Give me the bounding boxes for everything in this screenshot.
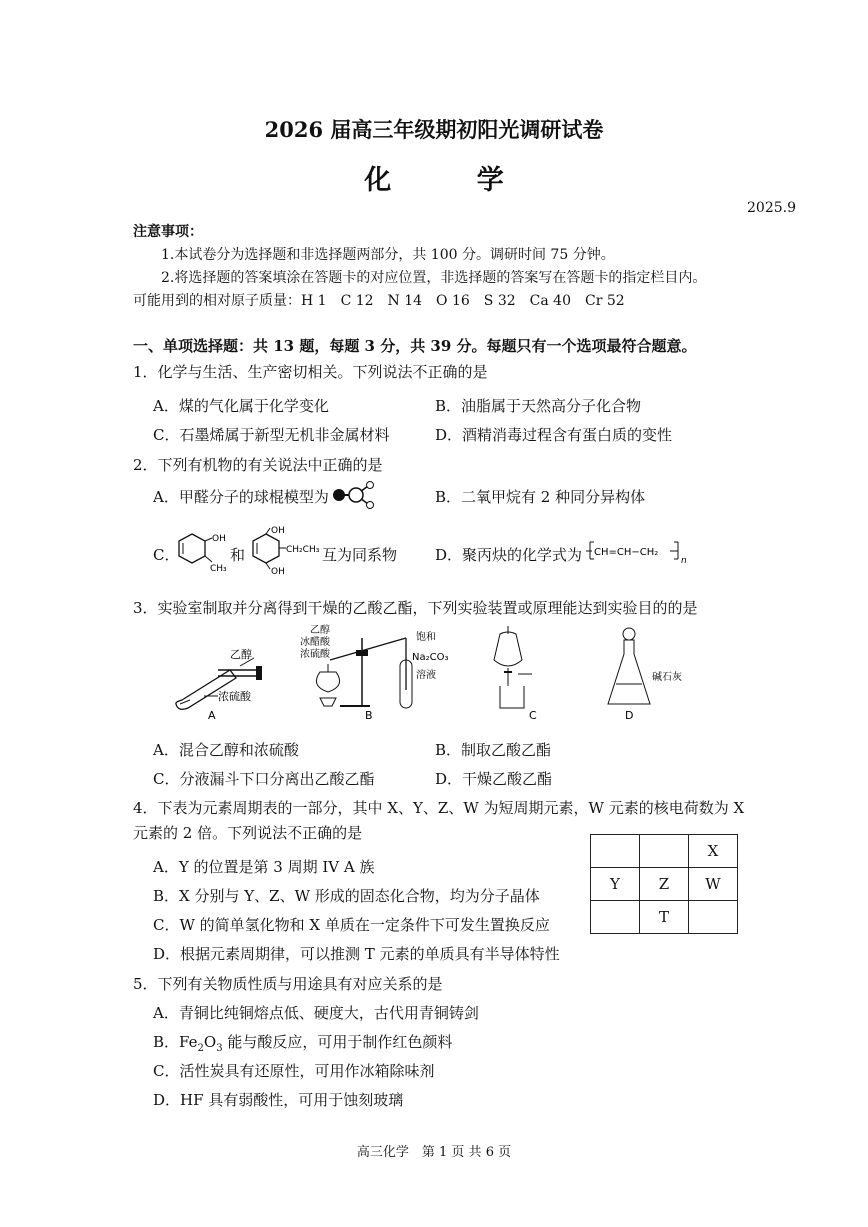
q3-option-c: C．分液漏斗下口分离出乙酸乙酯	[153, 770, 375, 788]
svg-text:B: B	[365, 709, 373, 722]
svg-text:D: D	[625, 709, 634, 722]
q1-option-a: A．煤的气化属于化学变化	[153, 397, 329, 415]
polypropyne-formula	[586, 538, 696, 566]
apparatus-b	[300, 623, 448, 722]
exam-title: 2026 届高三年级期初阳光调研试卷	[264, 117, 604, 142]
q2-option-c-suffix: 互为同系物	[322, 546, 398, 564]
q2-option-d: D．聚丙炔的化学式为	[435, 546, 583, 564]
pt-cell: W	[689, 868, 738, 901]
pt-cell: Y	[591, 868, 640, 901]
note-item-2: 2.将选择题的答案填涂在答题卡的对应位置，非选择题的答案写在答题卡的指定栏目内。	[161, 270, 707, 286]
pt-cell: T	[640, 901, 689, 934]
svg-text:冰醋酸: 冰醋酸	[300, 637, 330, 648]
q2-option-a: A．甲醛分子的球棍模型为	[153, 488, 329, 506]
subject-title: 化 学	[364, 165, 542, 196]
q1-option-b: B．油脂属于天然高分子化合物	[435, 397, 642, 415]
q5-option-c: C．活性炭具有还原性，可用作冰箱除味剂	[153, 1062, 435, 1080]
pt-cell	[591, 901, 640, 934]
svg-text:OH: OH	[212, 534, 226, 544]
svg-text:CH₃: CH₃	[210, 564, 227, 572]
svg-text:乙醇: 乙醇	[310, 625, 330, 636]
svg-text:CH=CH−CH₂: CH=CH−CH₂	[594, 547, 659, 558]
q3-stem: 3．实验室制取并分离得到干燥的乙酸乙酯，下列实验装置或原理能达到实验目的的是	[133, 599, 698, 617]
svg-text:n: n	[681, 556, 687, 566]
svg-text:OH: OH	[271, 526, 285, 536]
q1-stem: 1．化学与生活、生产密切相关。下列说法不正确的是	[133, 363, 488, 381]
q4-stem-line1: 4．下表为元素周期表的一部分，其中 X、Y、Z、W 为短周期元素，W 元素的核电荷数为 X	[133, 799, 745, 817]
svg-text:饱和: 饱和	[416, 632, 436, 643]
q4-option-c: C．W 的简单氢化物和 X 单质在一定条件下可发生置换反应	[153, 916, 550, 934]
page-footer: 高三化学 第 1 页 共 6 页	[356, 1145, 512, 1160]
svg-text:OH: OH	[271, 567, 285, 576]
svg-text:A: A	[208, 709, 216, 722]
section-heading: 一、单项选择题：共 13 题，每题 3 分，共 39 分。每题只有一个选项最符合题意。	[133, 337, 697, 355]
q3-option-d: D．干燥乙酸乙酯	[435, 770, 553, 788]
q2-stem: 2．下列有机物的有关说法中正确的是	[133, 456, 383, 474]
q4-stem-line2: 元素的 2 倍。下列说法不正确的是	[133, 824, 363, 842]
svg-text:Na₂CO₃: Na₂CO₃	[412, 652, 449, 663]
q4-option-d: D．根据元素周期律，可以推测 T 元素的单质具有半导体特性	[153, 945, 560, 963]
ethyl-resorcinol-structure	[244, 524, 322, 576]
formaldehyde-ball-stick-model	[330, 480, 380, 510]
apparatus-a	[176, 647, 262, 722]
q4-option-a: A．Y 的位置是第 3 周期 IV A 族	[153, 858, 375, 876]
apparatus-d-flask	[608, 628, 682, 722]
notes-heading: 注意事项：	[133, 224, 203, 240]
o-cresol-structure	[172, 528, 232, 572]
q5-option-a: A．青铜比纯铜熔点低、硬度大，古代用青铜铸剑	[153, 1004, 479, 1022]
q1-option-c: C．石墨烯属于新型无机非金属材料	[153, 426, 390, 444]
pt-cell: Z	[640, 868, 689, 901]
pt-cell	[591, 835, 640, 868]
svg-text:浓硫酸: 浓硫酸	[300, 649, 330, 660]
q5-stem: 5．下列有关物质性质与用途具有对应关系的是	[133, 975, 443, 993]
q5-option-d: D．HF 具有弱酸性，可用于蚀刻玻璃	[153, 1091, 404, 1109]
svg-text:CH₂CH₃: CH₂CH₃	[286, 545, 320, 555]
pt-cell	[640, 835, 689, 868]
note-item-1: 1.本试卷分为选择题和非选择题两部分，共 100 分。调研时间 75 分钟。	[161, 247, 615, 263]
q2-option-b: B．二氧甲烷有 2 种同分异构体	[435, 488, 646, 506]
q3-option-b: B．制取乙酸乙酯	[435, 741, 552, 759]
svg-text:溶液: 溶液	[416, 670, 436, 681]
apparatus-c-separatory-funnel	[494, 626, 537, 722]
periodic-table-fragment	[590, 834, 738, 934]
pt-cell: X	[689, 835, 738, 868]
q3-option-a: A．混合乙醇和浓硫酸	[153, 741, 299, 759]
q4-option-b: B．X 分别与 Y、Z、W 形成的固态化合物，均为分子晶体	[153, 887, 540, 905]
svg-text:C: C	[529, 709, 537, 722]
q2-option-c-prefix: C．	[153, 546, 180, 564]
q1-option-d: D．酒精消毒过程含有蛋白质的变性	[435, 426, 673, 444]
pt-cell	[689, 901, 738, 934]
q3-apparatus-figure	[170, 620, 700, 724]
q5-option-b: B．$Fe_2O_3$ 能与酸反应，可用于制作红色颜料	[153, 1033, 453, 1054]
svg-text:乙醇: 乙醇	[230, 648, 252, 661]
q2-option-c-and: 和	[230, 546, 246, 564]
exam-date: 2025.9	[747, 200, 796, 216]
svg-text:浓硫酸: 浓硫酸	[218, 690, 251, 703]
atomic-masses: 可能用到的相对原子质量：H 1 C 12 N 14 O 16 S 32 Ca 40 Cr 52	[133, 293, 625, 309]
svg-text:碱石灰: 碱石灰	[652, 672, 682, 683]
